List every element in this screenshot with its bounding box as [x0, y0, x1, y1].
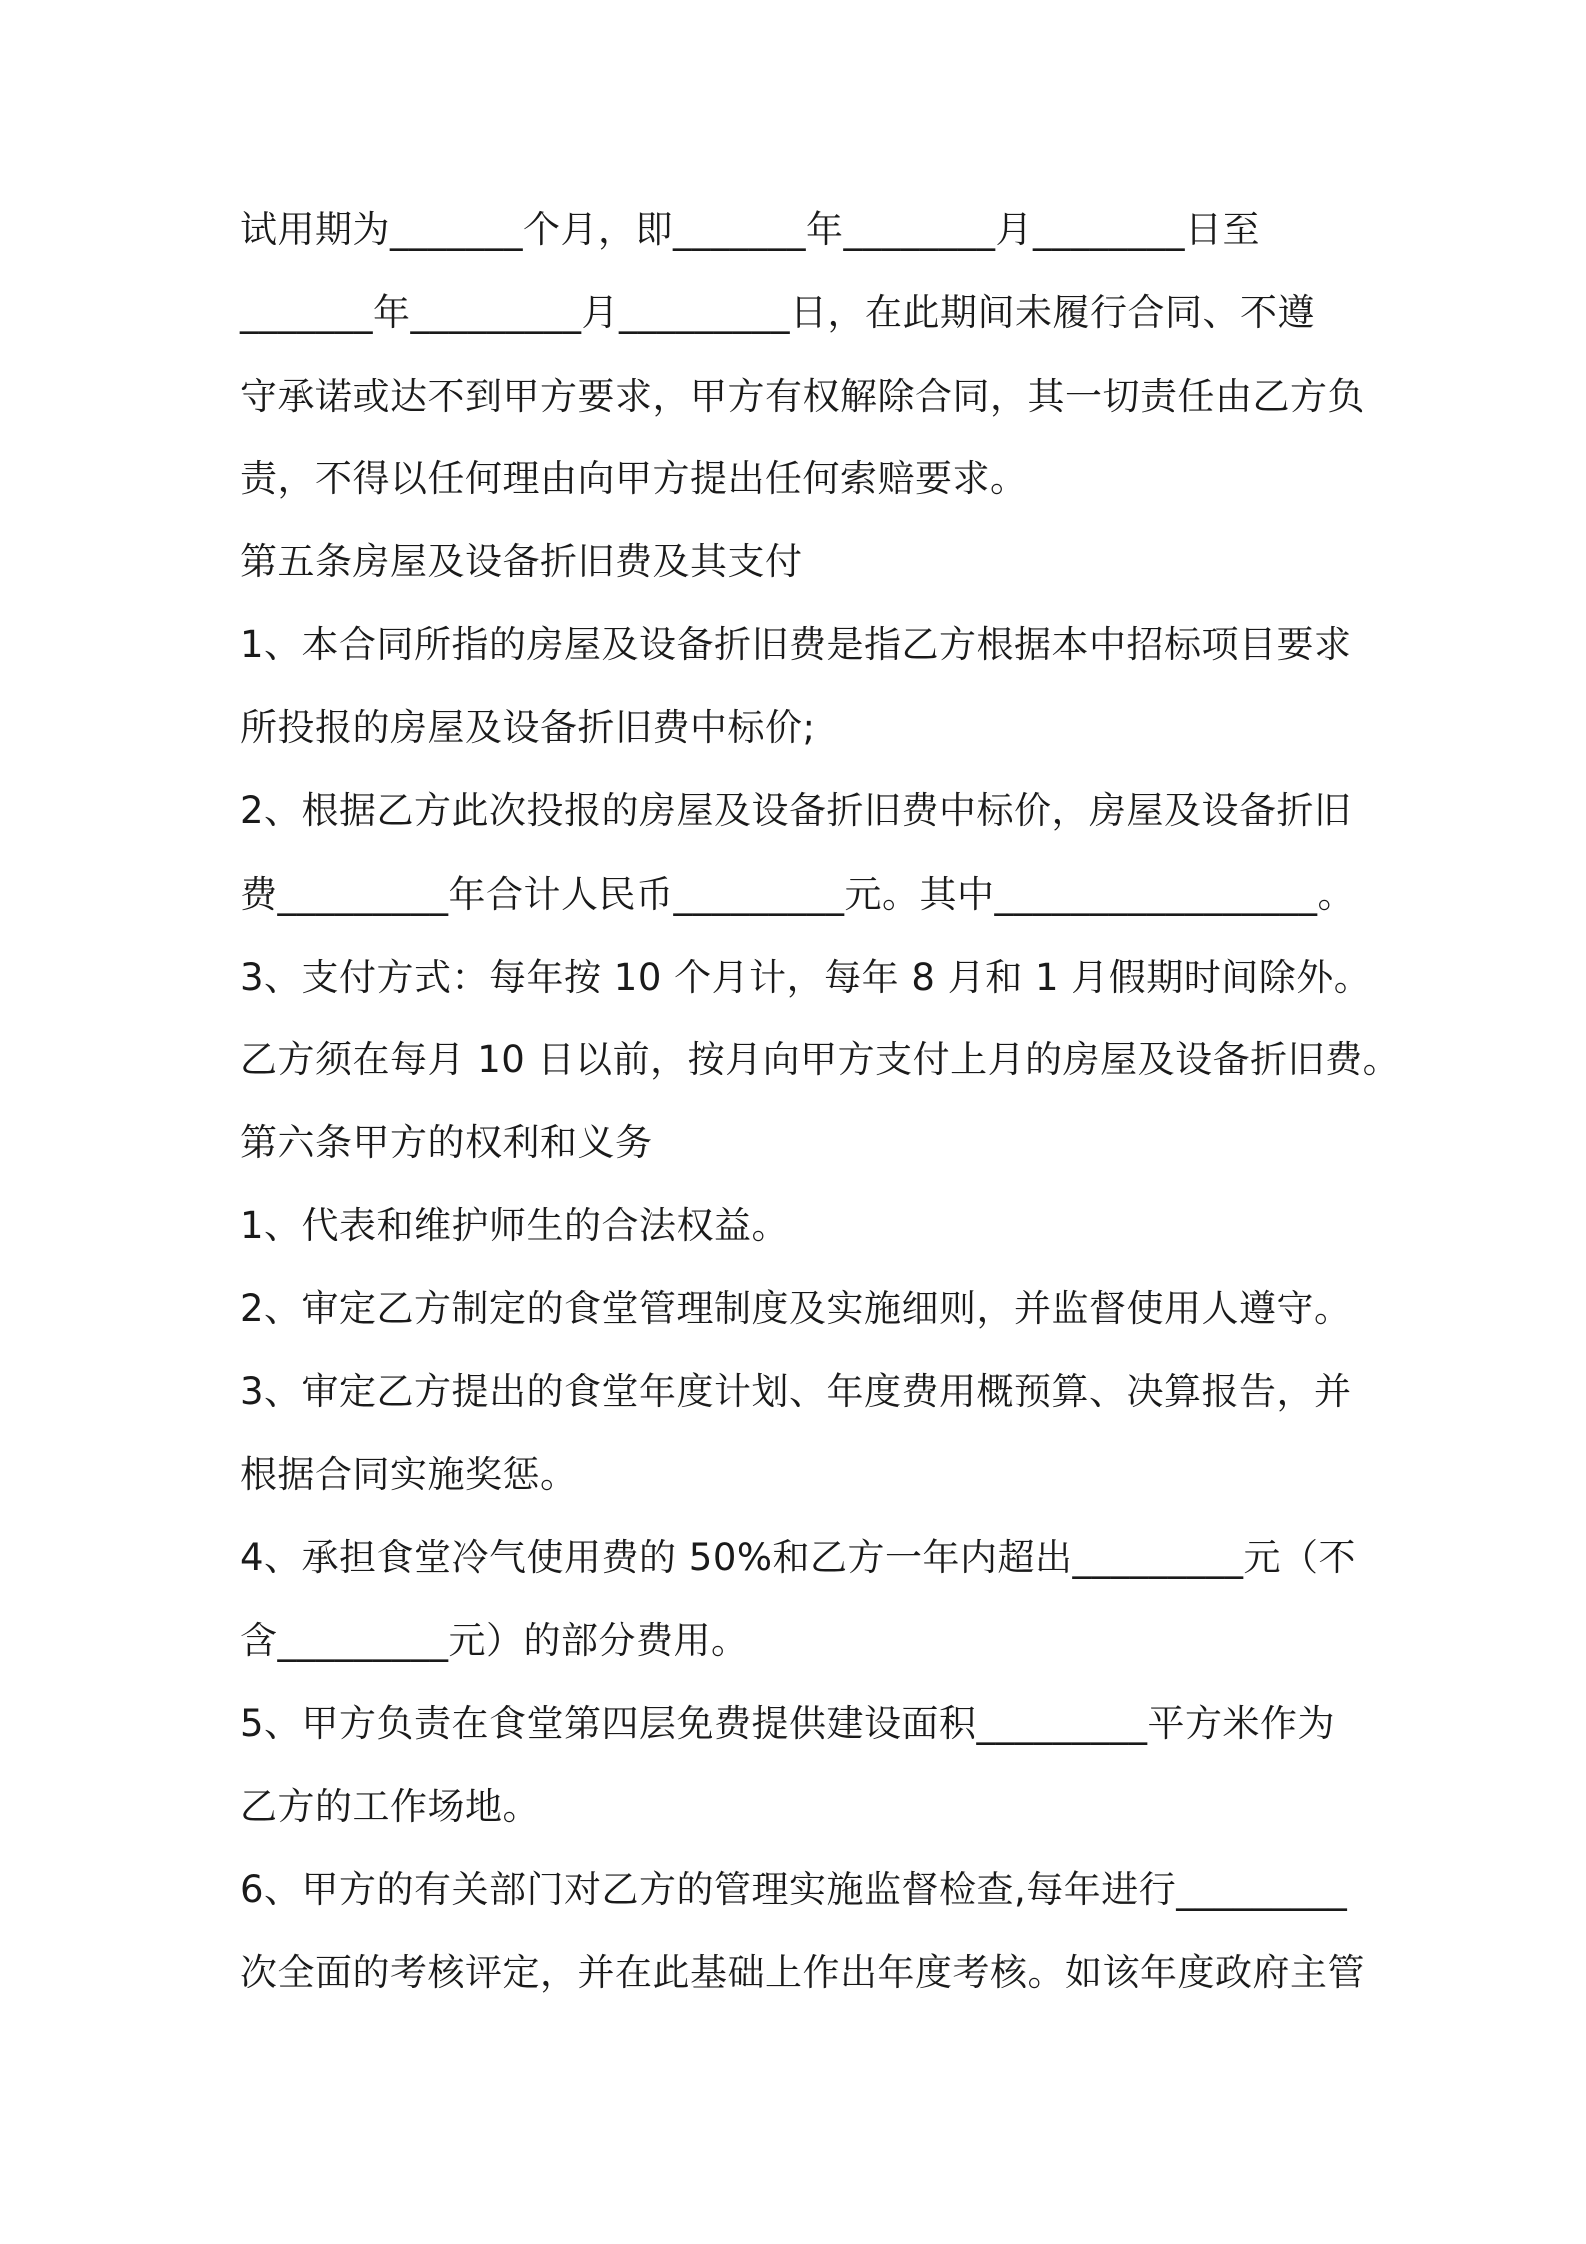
paragraph-line: 1、代表和维护师生的合法权益。 — [240, 1204, 790, 1247]
paragraph-line: 试用期为_______个月，即_______年________月________日至 — [240, 208, 1260, 251]
paragraph-line: _______年_________月_________日，在此期间未履行合同、不遵 — [240, 291, 1315, 334]
paragraph-line: 责，不得以任何理由向甲方提出任何索赔要求。 — [240, 457, 1028, 500]
paragraph-line: 所投报的房屋及设备折旧费中标价; — [240, 706, 816, 749]
paragraph-line: 6、甲方的有关部门对乙方的管理实施监督检查,每年进行_________ — [240, 1868, 1348, 1911]
paragraph-line: 次全面的考核评定，并在此基础上作出年度考核。如该年度政府主管 — [240, 1951, 1365, 1994]
paragraph-line: 乙方的工作场地。 — [240, 1785, 540, 1828]
paragraph-line: 3、支付方式：每年按 10 个月计，每年 8 月和 1 月假期时间除外。 — [240, 956, 1372, 999]
article-heading: 第五条房屋及设备折旧费及其支付 — [240, 540, 803, 583]
paragraph-line: 5、甲方负责在食堂第四层免费提供建设面积_________平方米作为 — [240, 1702, 1336, 1745]
paragraph-line: 乙方须在每月 10 日以前，按月向甲方支付上月的房屋及设备折旧费。 — [240, 1038, 1401, 1081]
article-heading: 第六条甲方的权利和义务 — [240, 1121, 653, 1164]
paragraph-line: 费_________年合计人民币_________元。其中_________________。 — [240, 873, 1355, 916]
paragraph-line: 3、审定乙方提出的食堂年度计划、年度费用概预算、决算报告，并 — [240, 1370, 1352, 1413]
paragraph-line: 4、承担食堂冷气使用费的 50%和乙方一年内超出_________元（不 — [240, 1536, 1357, 1579]
paragraph-line: 含_________元）的部分费用。 — [240, 1619, 749, 1662]
paragraph-line: 2、审定乙方制定的食堂管理制度及实施细则，并监督使用人遵守。 — [240, 1287, 1352, 1330]
paragraph-line: 1、本合同所指的房屋及设备折旧费是指乙方根据本中招标项目要求 — [240, 623, 1352, 666]
paragraph-line: 根据合同实施奖惩。 — [240, 1453, 578, 1496]
paragraph-line: 2、根据乙方此次投报的房屋及设备折旧费中标价，房屋及设备折旧 — [240, 789, 1352, 832]
paragraph-line: 守承诺或达不到甲方要求，甲方有权解除合同，其一切责任由乙方负 — [240, 375, 1365, 418]
